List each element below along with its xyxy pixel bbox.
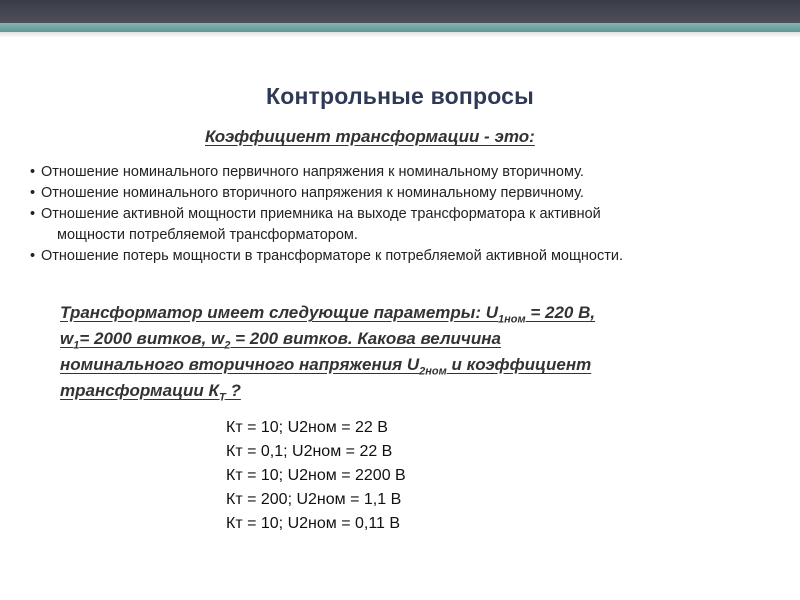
subscript: 2ном: [419, 365, 447, 378]
bullet-icon: •: [30, 206, 36, 222]
problem-line-2: [60, 326, 710, 352]
subscript: 1ном: [497, 313, 526, 326]
answer-option-3[interactable]: [30, 204, 790, 246]
answer-option-4[interactable]: [30, 246, 790, 267]
problem-text: ?: [225, 381, 241, 400]
choice-2[interactable]: Кт = 0,1; U2ном = 22 В: [226, 443, 393, 460]
answer-option-1[interactable]: [30, 162, 790, 183]
problem-line-4: [60, 378, 710, 404]
slide-title: Контрольные вопросы: [265, 83, 535, 109]
answer-text-continued: мощности потребляемой трансформатором.: [57, 227, 358, 243]
answer-option-2[interactable]: [30, 183, 790, 204]
choice-5[interactable]: Кт = 10; U2ном = 0,11 В: [226, 515, 401, 532]
choice-3[interactable]: Кт = 10; U2ном = 2200 В: [226, 467, 406, 484]
problem-text: = 200 витков. Какова величина: [230, 329, 501, 348]
question-subtitle: Коэффициент трансформации - это:: [205, 127, 535, 146]
choice-1[interactable]: Кт = 10; U2ном = 22 В: [226, 419, 388, 436]
answer-text: Отношение номинального первичного напряжения к номинальному вторичному.: [41, 164, 584, 180]
problem-text: = 220 В,: [525, 303, 596, 322]
answer-list: [30, 162, 790, 267]
problem-text: = 2000 витков, w: [79, 329, 225, 348]
problem-text: w: [60, 329, 74, 348]
bullet-icon: •: [30, 248, 36, 264]
header-accent-stripe: [0, 23, 800, 32]
answer-text: Отношение номинального вторичного напряжения к номинальному первичному.: [41, 185, 584, 201]
subscript: 2: [224, 339, 231, 352]
subscript: 1: [73, 339, 80, 352]
problem-text: Трансформатор имеет следующие параметры: U: [60, 303, 498, 322]
subscript: Т: [219, 391, 226, 404]
problem-line-3: [60, 352, 710, 378]
bullet-icon: •: [30, 185, 36, 201]
choice-4[interactable]: Кт = 200; U2ном = 1,1 В: [226, 491, 402, 508]
problem-text: трансформации К: [60, 381, 219, 400]
problem-text: номинального вторичного напряжения U: [60, 355, 420, 374]
answer-choices: [226, 416, 406, 536]
problem-statement: [60, 300, 710, 404]
bullet-icon: •: [30, 164, 36, 180]
header-shadow: [0, 32, 800, 38]
answer-text: Отношение активной мощности приемника на выходе трансформатора к активной: [41, 206, 601, 222]
problem-text: и коэффициент: [446, 355, 592, 374]
header-bar: [0, 0, 800, 23]
answer-text: Отношение потерь мощности в трансформаторе к потребляемой активной мощности.: [41, 248, 623, 264]
problem-line-1: [60, 300, 710, 326]
